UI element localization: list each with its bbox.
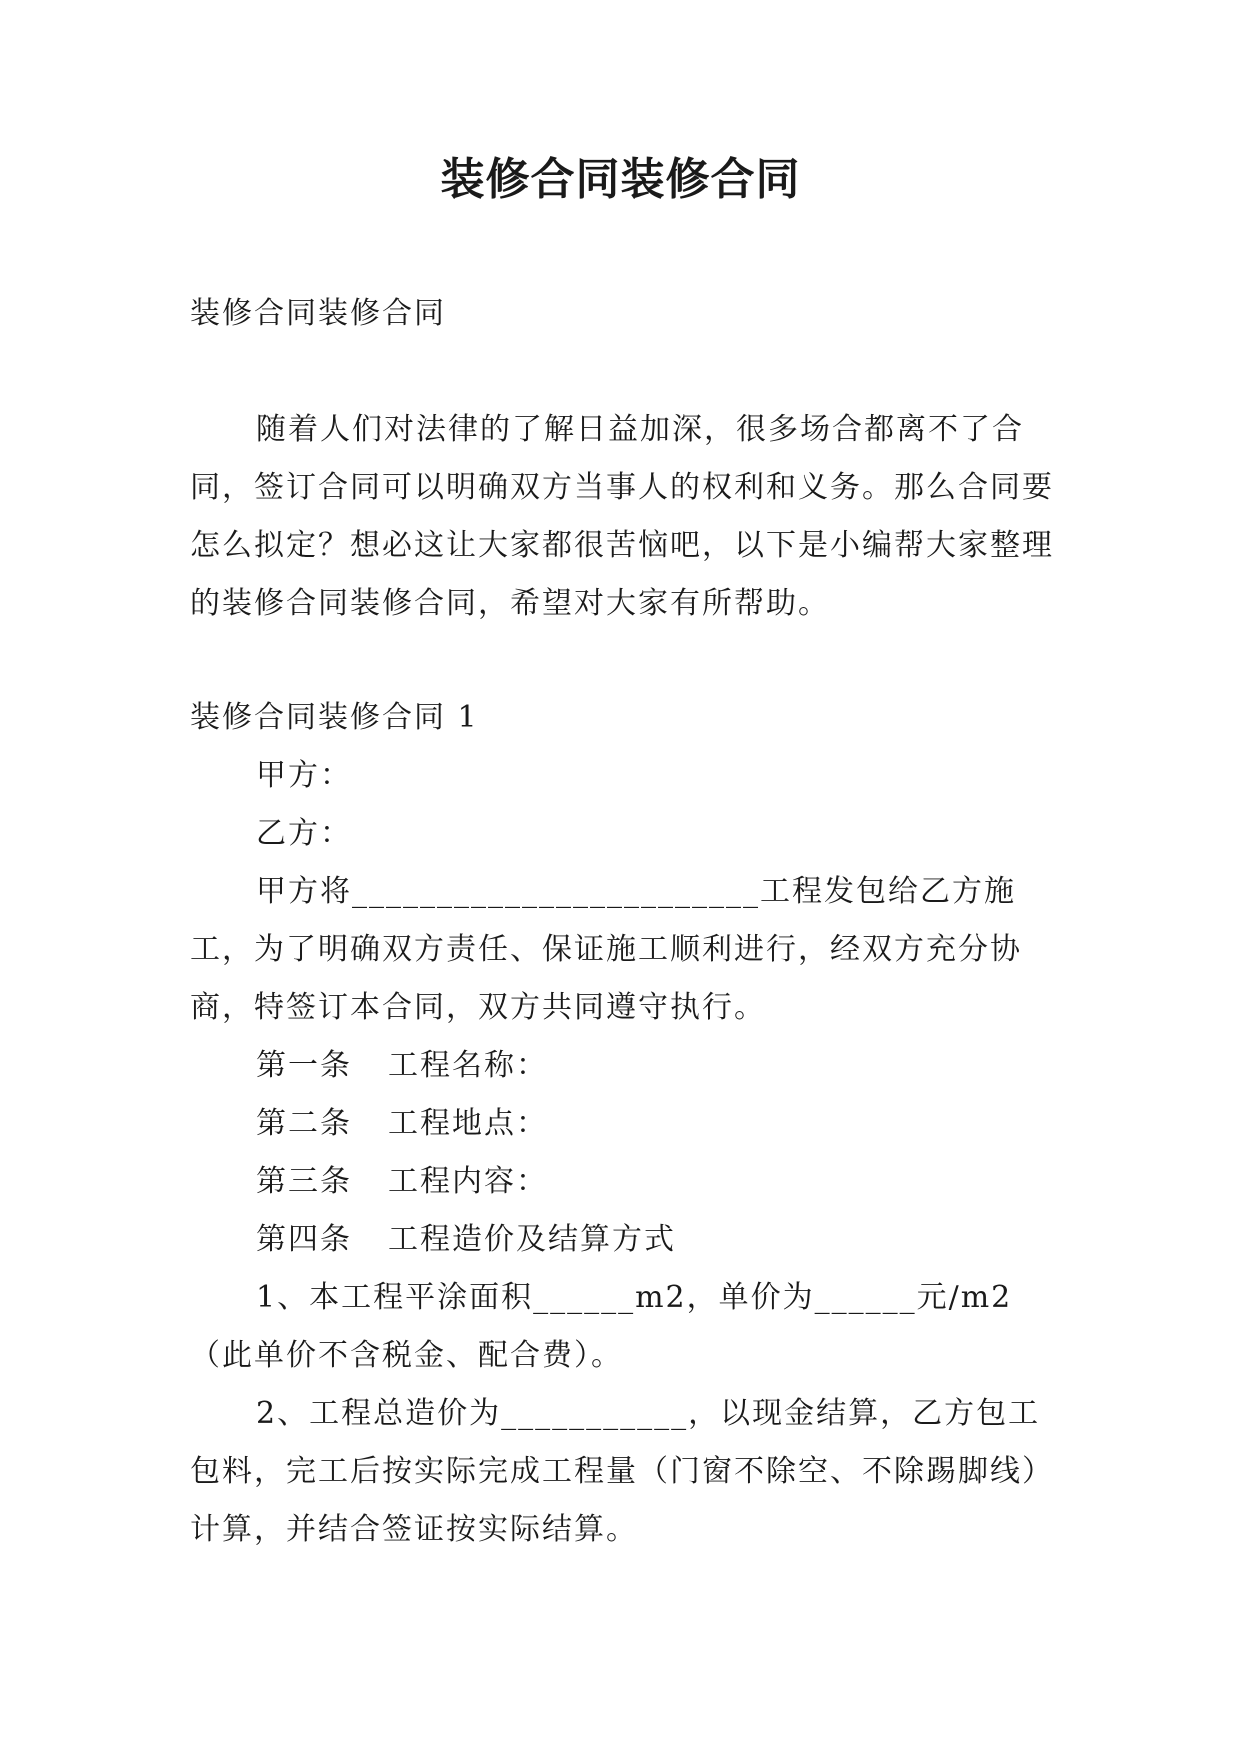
article-2	[190, 1095, 1070, 1153]
article-4-text: 工程造价及结算方式	[388, 1222, 676, 1257]
article-2-number: 第二条	[256, 1106, 352, 1141]
section-heading: 装修合同装修合同 1	[190, 700, 479, 735]
article-3-text: 工程内容：	[388, 1164, 548, 1199]
intro-paragraph: 随着人们对法律的了解日益加深，很多场合都离不了合同，签订合同可以明确双方当事人的权利和义务。那么合同要怎么拟定？想必这让大家都很苦恼吧，以下是小编帮大家整理的装修合同装修合同，希望对大家有所帮助。	[190, 412, 1054, 621]
document-subtitle: 装修合同装修合同	[190, 296, 446, 331]
clause-item-2: 2、工程总造价为___________，以现金结算，乙方包工包料，完工后按实际完成工程量（门窗不除空、不除踢脚线）计算，并结合签证按实际结算。	[190, 1396, 1054, 1547]
article-3	[190, 1153, 1070, 1211]
article-2-text: 工程地点：	[388, 1106, 548, 1141]
article-4-number: 第四条	[256, 1222, 352, 1257]
clause-item-1: 1、本工程平涂面积______m2，单价为______元/m2（此单价不含税金、配合费）。	[190, 1280, 1013, 1373]
article-1-text: 工程名称：	[388, 1048, 548, 1083]
document-body	[190, 285, 1070, 1559]
article-1	[190, 1037, 1070, 1095]
article-1-number: 第一条	[256, 1048, 352, 1083]
document-title: 装修合同装修合同	[440, 154, 801, 205]
contract-paragraph: 甲方将________________________工程发包给乙方施工，为了明确双方责任、保证施工顺利进行，经双方充分协商，特签订本合同，双方共同遵守执行。	[190, 874, 1022, 1025]
party-a-line: 甲方：	[256, 758, 352, 793]
article-3-number: 第三条	[256, 1164, 352, 1199]
article-4	[190, 1211, 1070, 1269]
party-b-line: 乙方：	[256, 816, 352, 851]
